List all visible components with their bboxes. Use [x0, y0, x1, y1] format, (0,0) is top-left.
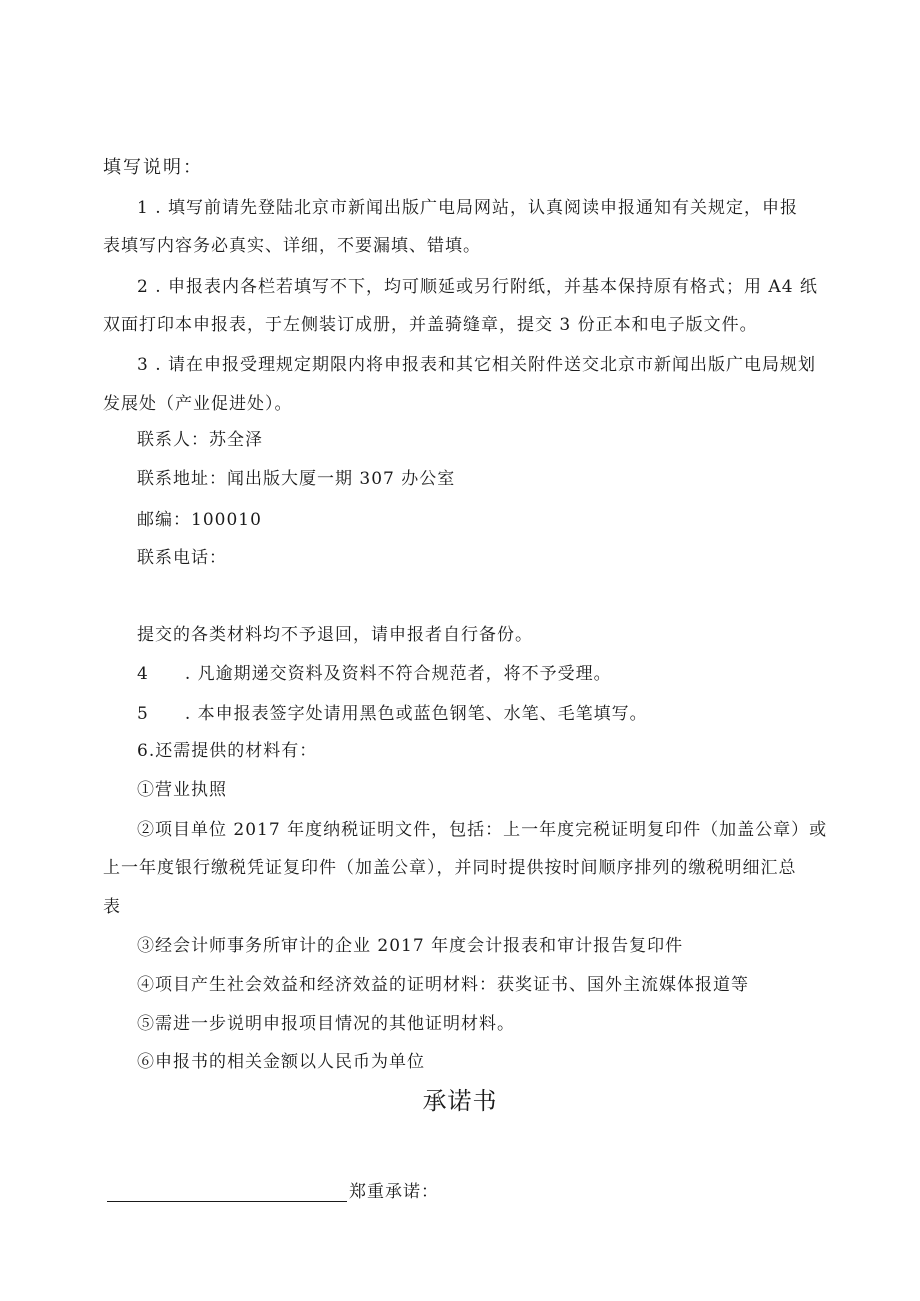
- instruction-item-2-line-2: 双面打印本申报表，于左侧装订成册，并盖骑缝章，提交 3 份正本和电子版文件。: [103, 315, 758, 335]
- material-3: ③经会计师事务所审计的企业 2017 年度会计报表和审计报告复印件: [137, 936, 684, 956]
- contact-address: 联系地址：闻出版大厦一期 307 办公室: [137, 469, 456, 489]
- contact-person: 联系人：苏全泽: [137, 430, 263, 450]
- instruction-item-3-line-1: 3 . 请在申报受理规定期限内将申报表和其它相关附件送交北京市新闻出版广电局规划: [137, 355, 817, 375]
- material-1: ①营业执照: [137, 780, 227, 800]
- postcode: 邮编：100010: [137, 510, 262, 530]
- instruction-item-3-line-2: 发展处（产业促进处）。: [103, 394, 293, 414]
- pledge-title: 承诺书: [422, 1087, 498, 1115]
- instruction-item-1-line-2: 表填写内容务必真实、详细，不要漏填、错填。: [103, 236, 481, 256]
- solemn-pledge-text: 郑重承诺：: [349, 1182, 439, 1202]
- material-2-line-2: 上一年度银行缴税凭证复印件（加盖公章），并同时提供按时间顺序排列的缴税明细汇总: [103, 858, 797, 878]
- material-4: ④项目产生社会效益和经济效益的证明材料：获奖证书、国外主流媒体报道等: [137, 975, 749, 995]
- instructions-heading: 填写说明：: [103, 157, 203, 178]
- instruction-item-2-line-1: 2 . 申报表内各栏若填写不下，均可顺延或另行附纸，并基本保持原有格式；用 A4 纸: [137, 277, 818, 297]
- pledge-signature-row: [107, 1180, 439, 1202]
- instruction-item-5: 5 . 本申报表签字处请用黑色或蓝色钢笔、水笔、毛笔填写。: [137, 704, 648, 724]
- material-2-line-1: ②项目单位 2017 年度纳税证明文件，包括：上一年度完税证明复印件（加盖公章）或: [137, 820, 828, 840]
- instruction-item-6: 6.还需提供的材料有：: [137, 741, 318, 761]
- signature-blank-line[interactable]: [107, 1183, 347, 1202]
- instruction-item-4: 4 . 凡逾期递交资料及资料不符合规范者，将不予受理。: [137, 664, 612, 684]
- contact-phone: 联系电话：: [137, 548, 227, 568]
- material-2-line-3: 表: [103, 897, 121, 917]
- instruction-item-1-line-1: 1 . 填写前请先登陆北京市新闻出版广电局网站，认真阅读申报通知有关规定，申报: [137, 198, 799, 218]
- no-return-notice: 提交的各类材料均不予退回，请申报者自行备份。: [137, 625, 533, 645]
- material-6: ⑥申报书的相关金额以人民币为单位: [137, 1052, 425, 1072]
- material-5: ⑤需进一步说明申报项目情况的其他证明材料。: [137, 1014, 515, 1034]
